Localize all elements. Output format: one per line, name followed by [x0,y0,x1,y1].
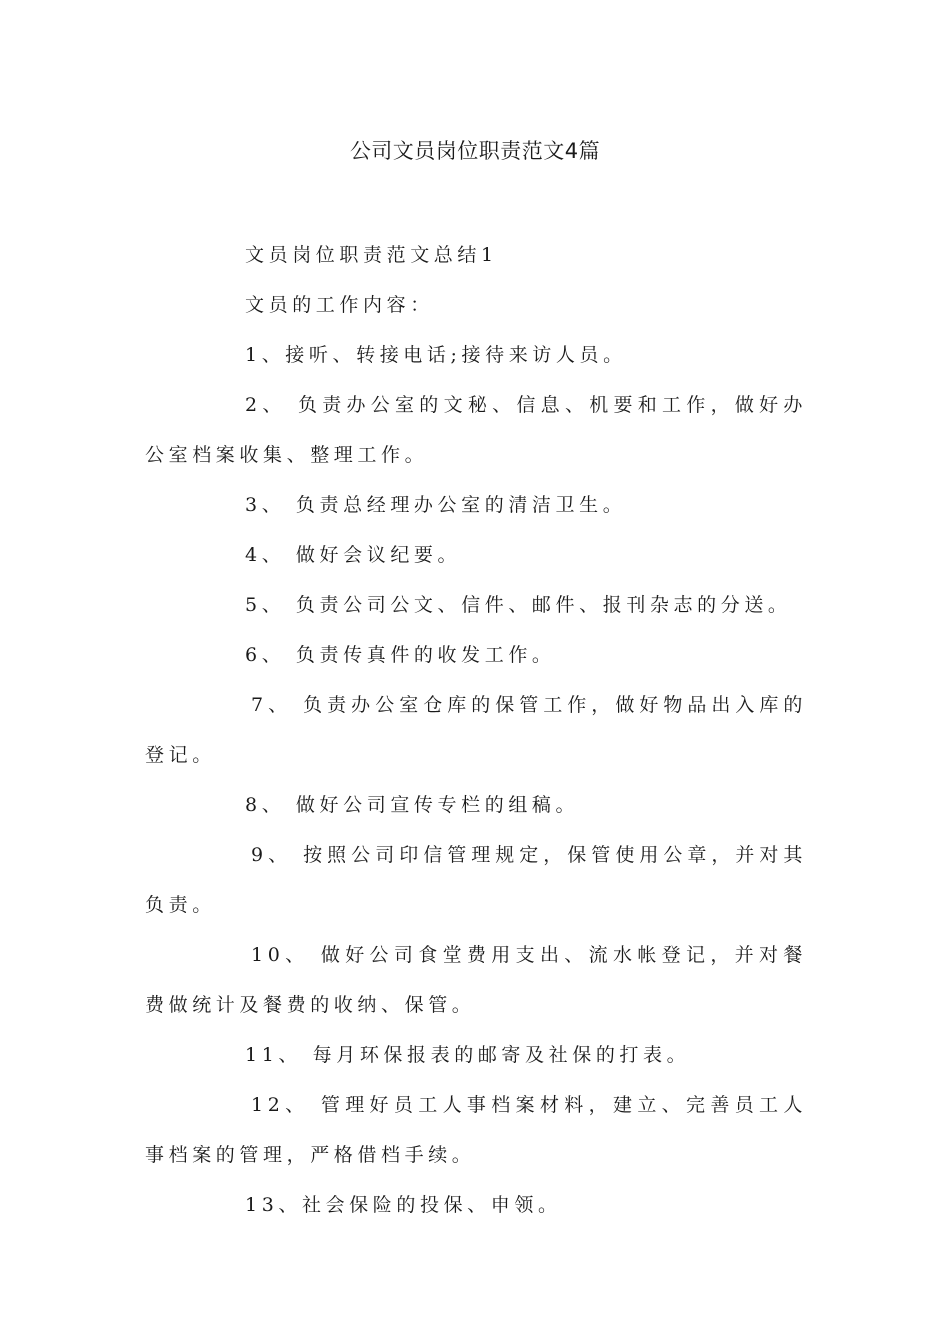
list-item: 4、 做好会议纪要。 [245,544,462,566]
list-item: 13、社会保险的投保、申领。 [245,1194,562,1216]
document-title: 公司文员岗位职责范文4篇 [349,139,601,163]
list-item: 8、 做好公司宣传专栏的组稿。 [245,794,580,816]
list-item: 2、 负责办公室的文秘、信息、机要和工作，做好办公室档案收集、整理工作。 [145,394,807,466]
section-heading: 文员岗位职责范文总结1 [245,244,498,266]
list-item: 11、 每月环保报表的邮寄及社保的打表。 [245,1044,691,1066]
list-item: 7、 负责办公室仓库的保管工作，做好物品出入库的登记。 [145,694,807,766]
list-item: 9、 按照公司印信管理规定，保管使用公章，并对其负责。 [145,844,807,916]
subheading: 文员的工作内容： [245,294,434,316]
list-item: 10、 做好公司食堂费用支出、流水帐登记，并对餐费做统计及餐费的收纳、保管。 [145,944,807,1016]
list-item: 6、 负责传真件的收发工作。 [245,644,556,666]
list-item: 3、 负责总经理办公室的清洁卫生。 [245,494,627,516]
document-body [145,230,807,1230]
list-item: 12、 管理好员工人事档案材料，建立、完善员工人事档案的管理，严格借档手续。 [145,1094,807,1166]
list-item: 5、 负责公司公文、信件、邮件、报刊杂志的分送。 [245,594,792,616]
list-item: 1、接听、转接电话;接待来访人员。 [245,344,627,366]
